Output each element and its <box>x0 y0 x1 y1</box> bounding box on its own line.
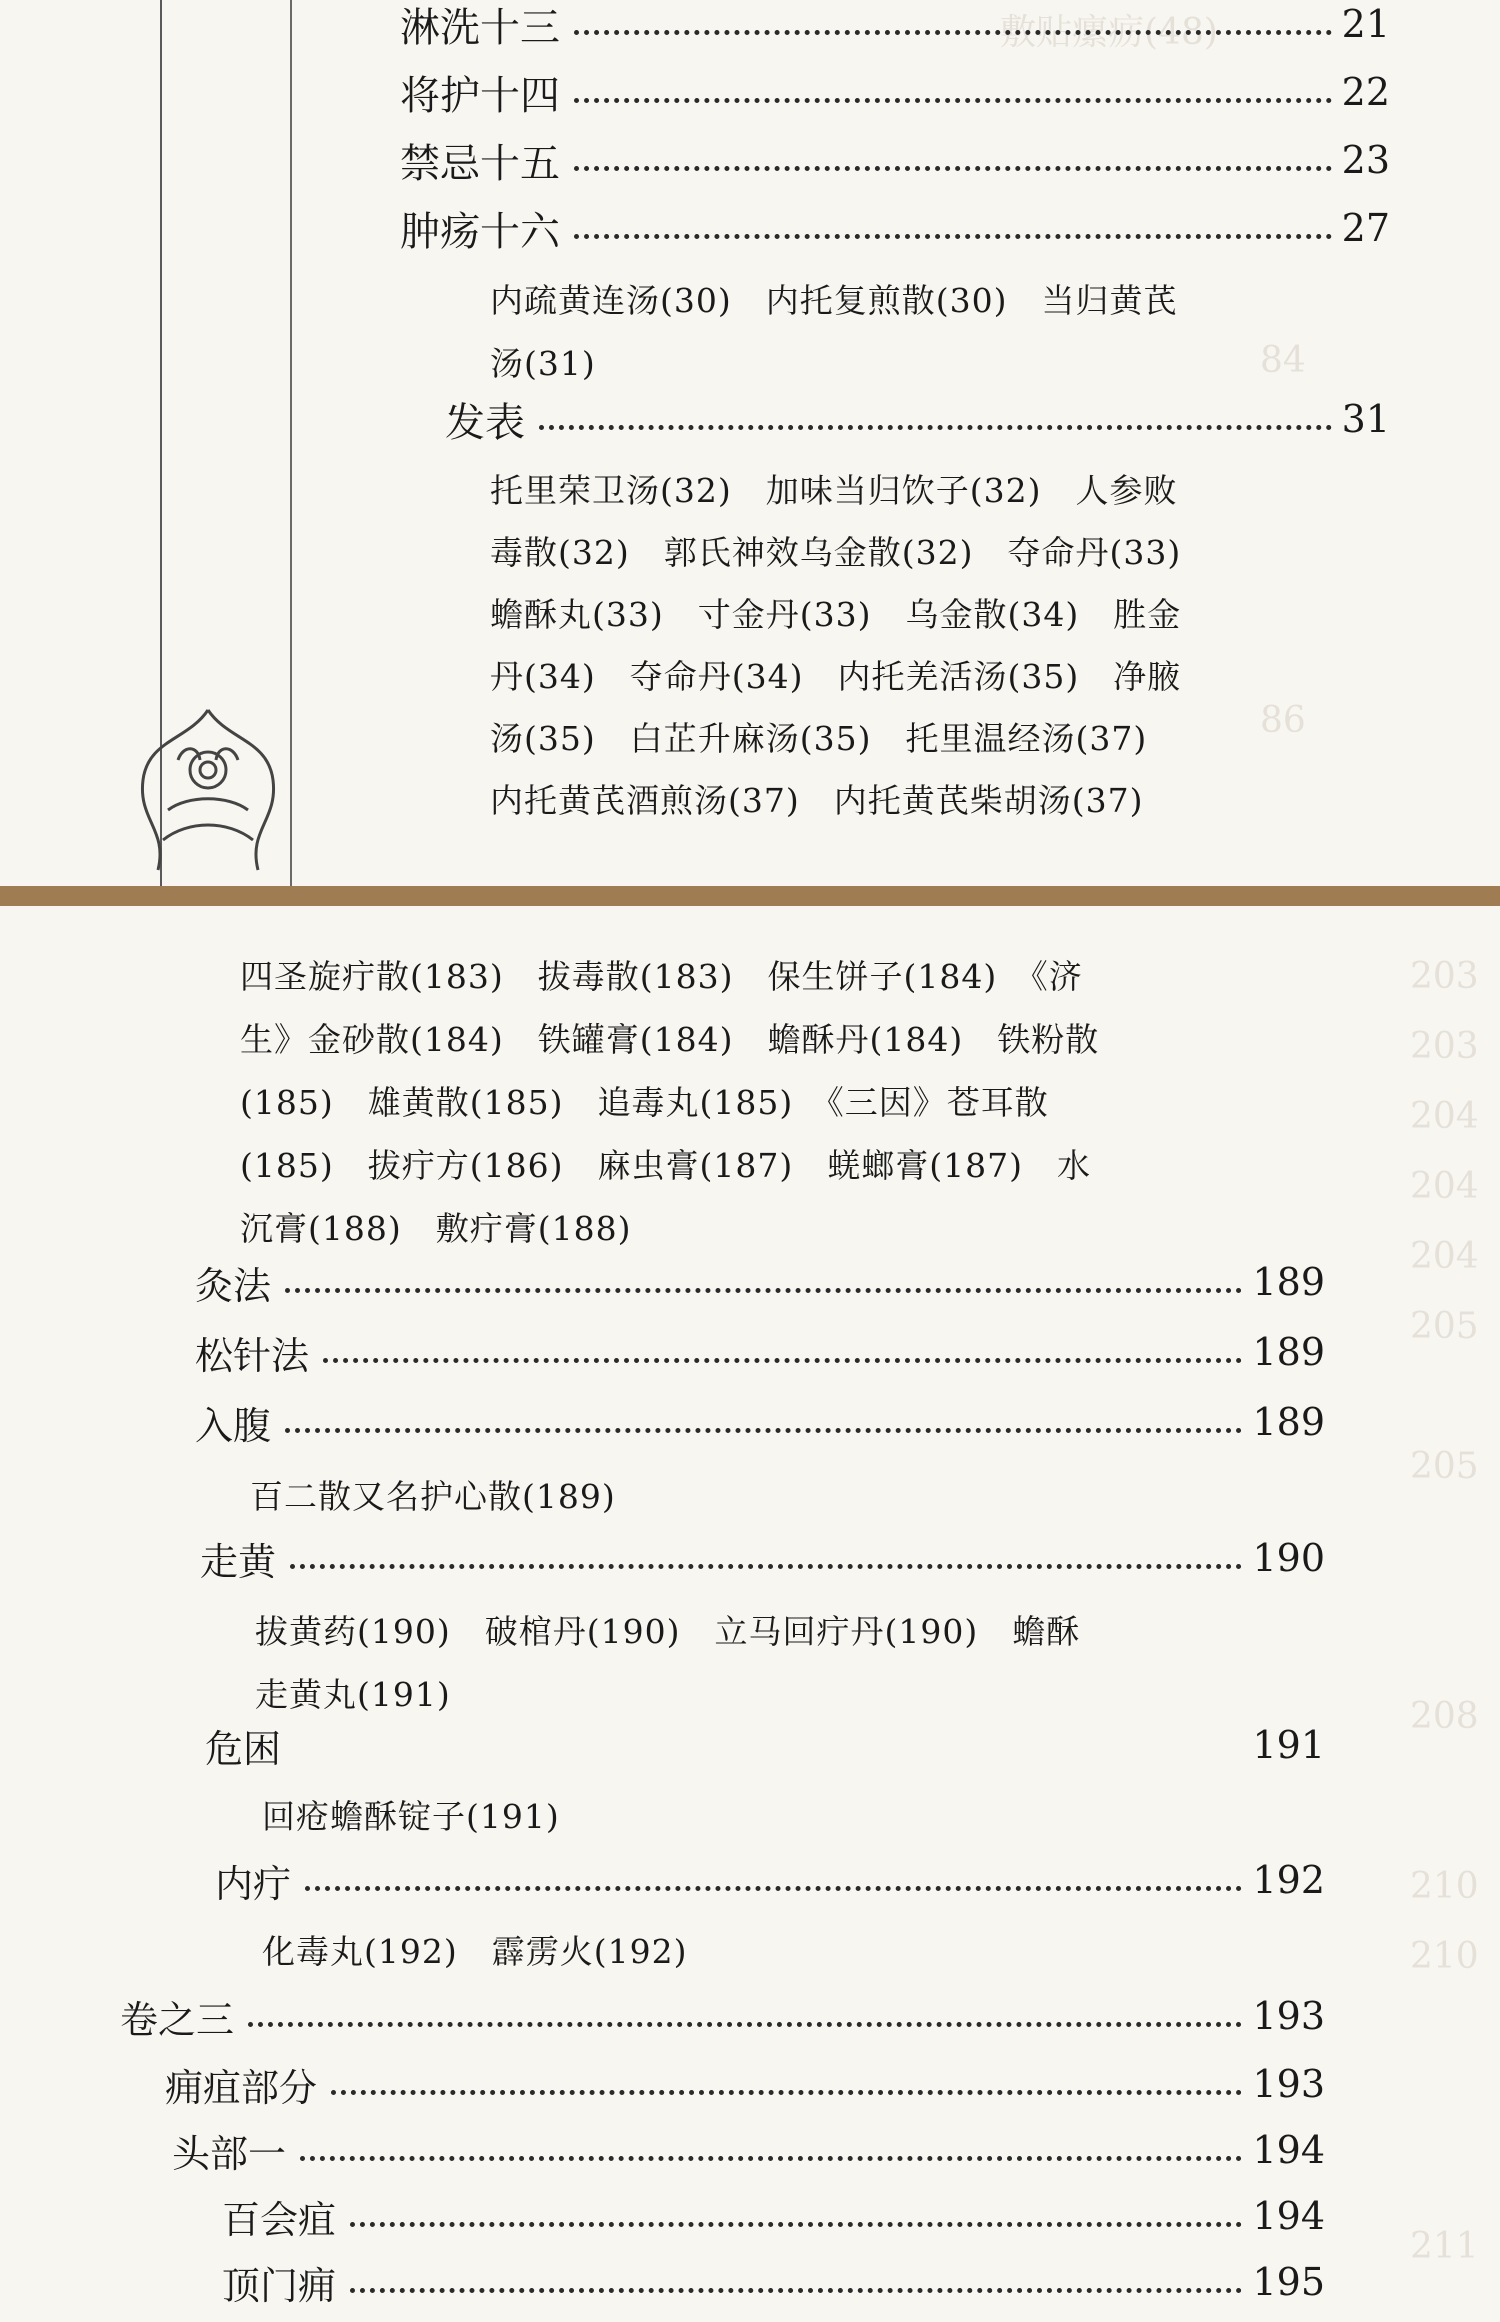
toc-entry[interactable] <box>172 2126 1325 2174</box>
bleed-through-text: 211 <box>1410 2226 1479 2267</box>
subitem-line: 拔黄药(190) 破棺丹(190) 立马回疔丹(190) 蟾酥 <box>255 1612 1081 1651</box>
bleed-through-text: 204 <box>1410 1166 1479 1207</box>
bleed-through-text: 204 <box>1410 1096 1479 1137</box>
toc-entry-title: 内疔 <box>215 1861 292 1906</box>
toc-entry[interactable] <box>400 204 1390 255</box>
bleed-through-text: 203 <box>1410 1026 1479 1067</box>
toc-entry-page: 191 <box>1252 1723 1325 1767</box>
bleed-through-text: 210 <box>1410 1866 1479 1907</box>
toc-entry[interactable] <box>215 1856 1325 1904</box>
toc-entry-page: 192 <box>1252 1858 1325 1902</box>
subitem-line: 汤(31) <box>490 344 596 383</box>
subitem-line: 四圣旋疔散(183) 拔毒散(183) 保生饼子(184) 《济 <box>240 957 1083 996</box>
dot-leader <box>574 234 1332 239</box>
toc-entry[interactable] <box>120 1992 1325 2040</box>
dot-leader <box>539 425 1332 430</box>
dot-leader <box>305 1886 1242 1891</box>
toc-entry-title: 松针法 <box>195 1333 310 1378</box>
subitem-line: 丹(34) 夺命丹(34) 内托羌活汤(35) 净腋 <box>490 657 1182 696</box>
dot-leader <box>350 2288 1242 2293</box>
subitem-line: (185) 雄黄散(185) 追毒丸(185) 《三因》苍耳散 <box>240 1083 1049 1122</box>
subitem-line: 托里荣卫汤(32) 加味当归饮子(32) 人参败 <box>490 471 1178 510</box>
subitem-line: 汤(35) 白芷升麻汤(35) 托里温经汤(37) <box>490 719 1148 758</box>
subitem-line: 沉膏(188) 敷疔膏(188) <box>240 1209 632 1248</box>
dot-leader <box>323 1358 1242 1363</box>
toc-entry[interactable] <box>195 1328 1325 1376</box>
bleed-through-text: 205 <box>1410 1306 1479 1347</box>
dot-leader <box>574 30 1332 35</box>
dot-leader <box>574 166 1332 171</box>
dot-leader <box>295 1751 1242 1756</box>
toc-entry-page: 22 <box>1341 70 1390 114</box>
toc-entry[interactable] <box>195 1258 1325 1306</box>
subitem-line: 内疏黄连汤(30) 内托复煎散(30) 当归黄芪 <box>490 281 1178 320</box>
toc-entry-page: 190 <box>1252 1536 1325 1580</box>
toc-entry-title: 发表 <box>445 399 525 446</box>
subitem-line: 生》金砂散(184) 铁罐膏(184) 蟾酥丹(184) 铁粉散 <box>240 1020 1100 1059</box>
bleed-through-text: 205 <box>1410 1446 1479 1487</box>
dot-leader <box>285 1288 1242 1293</box>
toc-entry[interactable] <box>222 2258 1325 2306</box>
bleed-through-text: 敷贴瘰疬(48) <box>1000 12 1218 53</box>
toc-entry-page: 31 <box>1341 397 1390 441</box>
subitem-line: 走黄丸(191) <box>255 1675 451 1714</box>
bleed-through-text: 84 <box>1260 340 1306 381</box>
toc-entry-title: 肿疡十六 <box>400 208 560 255</box>
dot-leader <box>300 2156 1242 2161</box>
toc-entry[interactable] <box>445 395 1390 446</box>
toc-entry-page: 27 <box>1341 206 1390 250</box>
top-page-scan <box>0 0 1500 886</box>
subitem-line: 百二散又名护心散(189) <box>250 1477 616 1516</box>
subitem-line: 化毒丸(192) 霹雳火(192) <box>262 1932 688 1971</box>
toc-entry-page: 23 <box>1341 138 1390 182</box>
subitem-line: (185) 拔疔方(186) 麻虫膏(187) 蜣螂膏(187) 水 <box>240 1146 1091 1185</box>
toc-entry-page: 189 <box>1252 1260 1325 1304</box>
toc-entry-title: 入腹 <box>195 1403 272 1448</box>
bleed-through-text: 204 <box>1410 1236 1479 1277</box>
toc-entry-title: 走黄 <box>200 1539 277 1584</box>
toc-entry[interactable] <box>222 2192 1325 2240</box>
toc-entry-page: 195 <box>1252 2260 1325 2304</box>
subitem-line: 毒散(32) 郭氏神效乌金散(32) 夺命丹(33) <box>490 533 1182 572</box>
toc-entry-title: 淋洗十三 <box>400 4 560 51</box>
toc-entry-title: 痈疽部分 <box>165 2065 318 2110</box>
toc-entry-title: 卷之三 <box>120 1997 235 2042</box>
toc-entry-title: 危困 <box>205 1726 282 1771</box>
toc-entry[interactable] <box>400 0 1390 51</box>
bleed-through-text: 86 <box>1260 700 1306 741</box>
dot-leader <box>331 2090 1242 2095</box>
toc-entry-page: 189 <box>1252 1330 1325 1374</box>
toc-entry-page: 194 <box>1252 2128 1325 2172</box>
bleed-through-text: 208 <box>1410 1696 1479 1737</box>
toc-entry-title: 百会疽 <box>222 2197 337 2242</box>
toc-entry[interactable] <box>200 1534 1325 1582</box>
toc-entry[interactable] <box>165 2060 1325 2108</box>
toc-entry[interactable] <box>400 68 1390 119</box>
bleed-through-text: 203 <box>1410 956 1479 997</box>
subitem-line: 蟾酥丸(33) 寸金丹(33) 乌金散(34) 胜金 <box>490 595 1182 634</box>
toc-entry-page: 194 <box>1252 2194 1325 2238</box>
subitem-line: 内托黄芪酒煎汤(37) 内托黄芪柴胡汤(37) <box>490 781 1144 820</box>
cloud-ornament-icon <box>128 700 288 880</box>
dot-leader <box>290 1564 1242 1569</box>
bleed-through-text: 210 <box>1410 1936 1479 1977</box>
dot-leader <box>248 2022 1242 2027</box>
dot-leader <box>350 2222 1242 2227</box>
toc-entry-page: 193 <box>1252 2062 1325 2106</box>
toc-entry-title: 头部一 <box>172 2131 287 2176</box>
toc-entry[interactable] <box>195 1398 1325 1446</box>
toc-entry[interactable] <box>400 136 1390 187</box>
toc-entry-page: 193 <box>1252 1994 1325 2038</box>
toc-entry-page: 189 <box>1252 1400 1325 1444</box>
toc-entry-title: 顶门痈 <box>222 2263 337 2308</box>
subitem-line: 回疮蟾酥锭子(191) <box>262 1797 560 1836</box>
dot-leader <box>574 98 1332 103</box>
toc-entry-page: 21 <box>1341 2 1390 46</box>
toc-entry-title: 灸法 <box>195 1263 272 1308</box>
toc-entry-title: 将护十四 <box>400 72 560 119</box>
toc-entry-title: 禁忌十五 <box>400 140 560 187</box>
dot-leader <box>285 1428 1242 1433</box>
bottom-page-scan <box>0 906 1500 2322</box>
toc-entry[interactable] <box>205 1721 1325 1769</box>
